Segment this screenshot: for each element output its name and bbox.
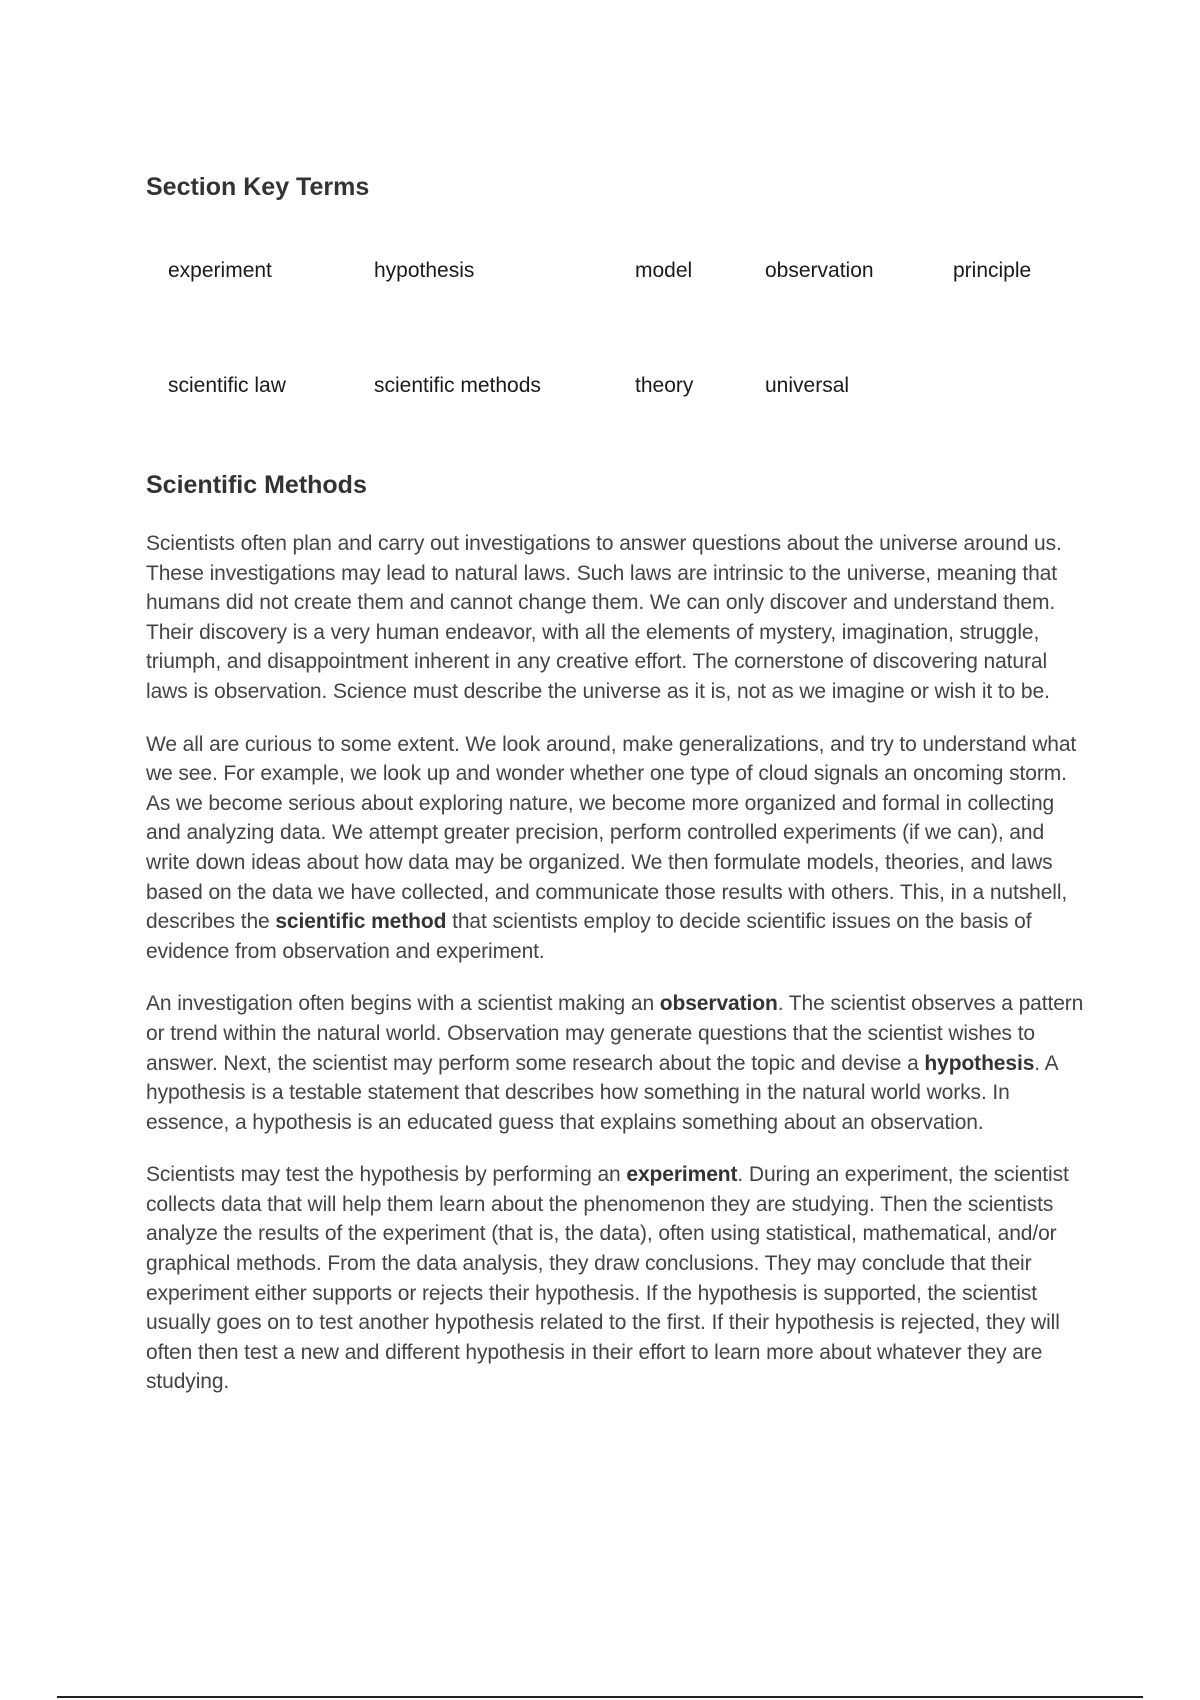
- key-term: experiment: [168, 259, 272, 282]
- key-term: principle: [953, 259, 1032, 282]
- key-term: observation: [765, 259, 874, 282]
- paragraph-4-text-a: Scientists may test the hypothesis by performing an: [146, 1163, 627, 1187]
- page-bottom-rule: [57, 1696, 1143, 1698]
- key-term: theory: [635, 374, 694, 397]
- term-hypothesis: hypothesis: [924, 1051, 1035, 1075]
- scientific-methods-body: [146, 529, 1091, 1420]
- scientific-methods-heading: Scientific Methods: [146, 471, 367, 499]
- paragraph-2-text-a: We all are curious to some extent. We look around, make generalizations, and try to understand what we see. For example, we look up and wonder whether one type of cloud signals an oncoming storm. As we become serious about exploring nature, we become more organized and formal in collecting and analyzing data. We attempt greater precision, perform controlled experiments (if we can), and write down ideas about how data may be organized. We then formulate models, theories, and laws based on the data we have collected, and communicate those results with others. This, in a nutshell, describes the: [146, 732, 1077, 934]
- paragraph-4: [146, 1160, 1091, 1397]
- paragraph-3-text-b: . The scientist observes a pattern or trend within the natural world. Observation may generate questions that the scientist wishes to answer. Next, the scientist may perform some research about the topic and devise a: [146, 992, 1084, 1075]
- key-term: hypothesis: [374, 259, 475, 282]
- term-scientific-method: scientific method: [275, 910, 447, 934]
- paragraph-2: [146, 730, 1091, 967]
- paragraph-2-text-b: that scientists employ to decide scientific issues on the basis of evidence from observation and experiment.: [146, 910, 1032, 963]
- paragraph-1: Scientists often plan and carry out investigations to answer questions about the universe around us. These investigations may lead to natural laws. Such laws are intrinsic to the universe, meaning that humans did not create them and cannot change them. We can only discover and understand them. Their discovery is a very human endeavor, with all the elements of mystery, imagination, struggle, triumph, and disappointment inherent in any creative effort. The cornerstone of discovering natural laws is observation. Science must describe the universe as it is, not as we imagine or wish it to be.: [146, 532, 1062, 703]
- term-observation: observation: [659, 992, 778, 1016]
- key-term: model: [635, 259, 693, 282]
- paragraph-3-text-c: . A hypothesis is a testable statement that describes how something in the natural world works. In essence, a hypothesis is an educated guess that explains something about an observation.: [146, 1051, 1058, 1134]
- term-experiment: experiment: [626, 1163, 738, 1187]
- paragraph-4-text-b: . During an experiment, the scientist collects data that will help them learn about the phenomenon they are studying. Then the scientists analyze the results of the experiment (that is, the data), often using statistical, mathematical, and/or graphical methods. From the data analysis, they draw conclusions. They may conclude that their experiment either supports or rejects their hypothesis. If the hypothesis is supported, the scientist usually goes on to test another hypothesis related to the first. If their hypothesis is rejected, they will often then test a new and different hypothesis in their effort to learn more about whatever they are studying.: [146, 1163, 1069, 1394]
- key-term: scientific law: [168, 374, 286, 397]
- key-term: universal: [765, 374, 850, 397]
- paragraph-3-text-a: An investigation often begins with a scientist making an: [146, 992, 660, 1016]
- paragraph-3: [146, 989, 1091, 1137]
- key-term: scientific methods: [374, 374, 541, 397]
- section-key-terms-heading: Section Key Terms: [146, 173, 370, 201]
